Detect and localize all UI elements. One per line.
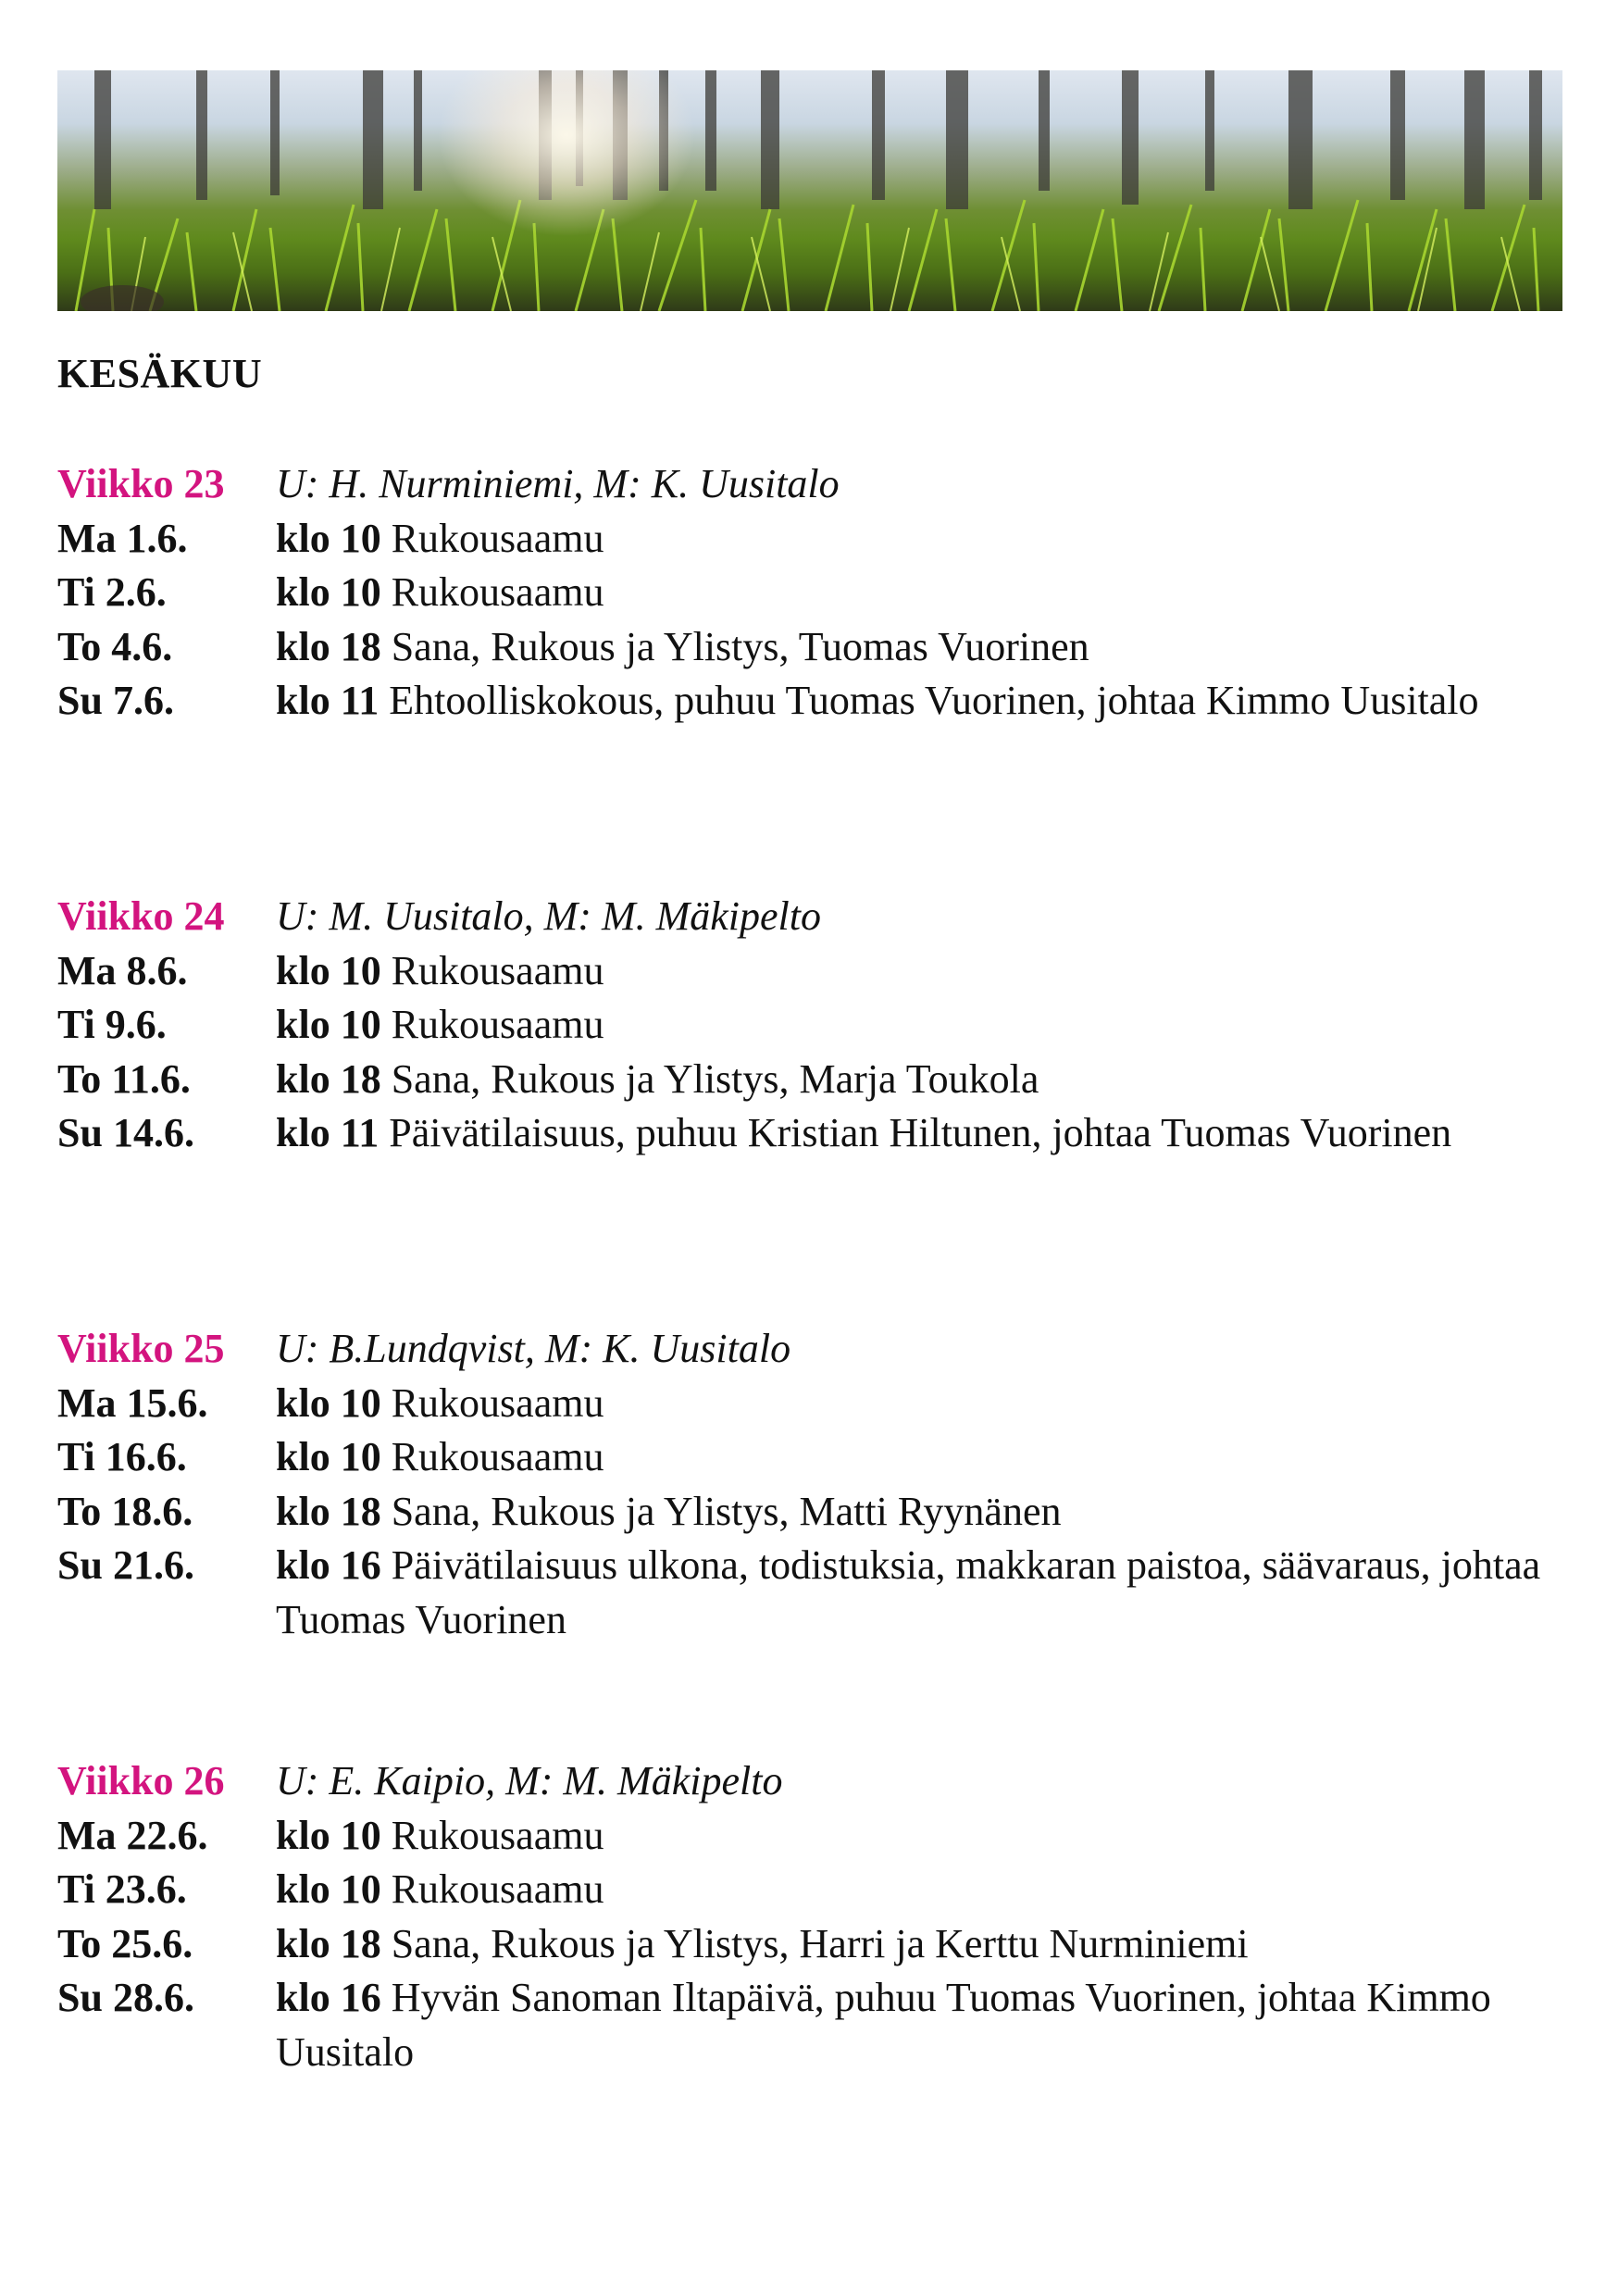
event-time: klo 10 [276,1379,381,1426]
event-day: Ti 23.6. [57,1866,187,1912]
event-row [57,512,1575,567]
week-leaders: U: H. Nurminiemi, M: K. Uusitalo [276,461,840,506]
event-time: klo 10 [276,1434,381,1479]
event-day: To 18.6. [57,1488,193,1534]
week-label: Viikko 24 [57,893,225,939]
event-day: Ma 15.6. [57,1379,208,1426]
event-time: klo 18 [276,1920,381,1966]
event-time: klo 11 [276,1110,380,1155]
event-time: klo 10 [276,1812,381,1858]
event-description: Sana, Rukous ja Ylistys, Marja Toukola [380,1055,1039,1102]
event-time: klo 11 [276,678,380,723]
event-row [57,1917,1575,1972]
event-time: klo 16 [276,1542,381,1588]
event-row [57,1377,1575,1431]
week-header [57,1322,1575,1377]
event-day: Su 14.6. [57,1110,194,1155]
event-description: Hyvän Sanoman Iltapäivä, puhuu Tuomas Vuorinen, johtaa Kimmo Uusitalo [276,1975,1491,2075]
event-description: Rukousaamu [380,569,604,615]
month-heading: KESÄKUU [57,351,263,396]
week-label: Viikko 26 [57,1758,225,1803]
event-day: To 4.6. [57,623,173,669]
event-description: Rukousaamu [380,515,604,561]
event-day: Su 7.6. [57,678,174,723]
week-leaders: U: E. Kaipio, M: M. Mäkipelto [276,1758,783,1803]
event-row [57,1809,1575,1864]
event-description: Sana, Rukous ja Ylistys, Matti Ryynänen [380,1488,1062,1534]
event-day: Ti 9.6. [57,1002,167,1047]
event-day: Su 28.6. [57,1975,194,2020]
event-description: Sana, Rukous ja Ylistys, Tuomas Vuorinen [380,623,1089,669]
event-day: To 25.6. [57,1920,193,1966]
event-time: klo 10 [276,515,381,561]
week-section [57,890,1575,1161]
event-time: klo 18 [276,623,381,669]
event-day: Ma 8.6. [57,947,188,993]
event-description: Sana, Rukous ja Ylistys, Harri ja Kerttu Nurminiemi [380,1920,1249,1966]
event-time: klo 10 [276,1866,381,1912]
event-time: klo 18 [276,1488,381,1534]
event-day: Ti 16.6. [57,1434,187,1479]
week-leaders: U: M. Uusitalo, M: M. Mäkipelto [276,893,821,939]
event-row [57,1430,1575,1485]
tree-trunks-graphic [57,70,1562,311]
week-section [57,1322,1575,1647]
week-label: Viikko 23 [57,461,225,506]
event-day: To 11.6. [57,1055,191,1102]
event-row [57,674,1575,729]
header-grass-photo [57,70,1562,311]
week-header [57,457,1575,512]
event-description: Ehtoolliskokous, puhuu Tuomas Vuorinen, johtaa Kimmo Uusitalo [379,678,1479,723]
event-row [57,1539,1575,1647]
event-time: klo 10 [276,569,381,615]
event-day: Ti 2.6. [57,569,167,615]
event-time: klo 10 [276,947,381,993]
event-day: Ma 22.6. [57,1812,208,1858]
event-description: Rukousaamu [380,947,604,993]
event-time: klo 16 [276,1975,381,2020]
event-day: Su 21.6. [57,1542,194,1588]
event-row [57,998,1575,1053]
week-section [57,457,1575,729]
week-leaders: U: B.Lundqvist, M: K. Uusitalo [276,1326,791,1371]
event-row [57,1485,1575,1540]
week-header [57,890,1575,944]
event-time: klo 10 [276,1002,381,1047]
event-description: Rukousaamu [380,1812,604,1858]
event-time: klo 18 [276,1055,381,1102]
week-label: Viikko 25 [57,1326,225,1371]
event-row [57,1863,1575,1917]
event-description: Rukousaamu [380,1434,604,1479]
event-description: Rukousaamu [380,1866,604,1912]
week-section [57,1754,1575,2079]
event-row [57,1053,1575,1107]
event-description: Päivätilaisuus ulkona, todistuksia, makkaran paistoa, säävaraus, johtaa Tuomas Vuorinen [276,1542,1541,1642]
event-row [57,1971,1575,2079]
event-description: Rukousaamu [380,1379,604,1426]
week-header [57,1754,1575,1809]
event-day: Ma 1.6. [57,515,188,561]
event-row [57,1106,1575,1161]
event-description: Päivätilaisuus, puhuu Kristian Hiltunen, johtaa Tuomas Vuorinen [379,1110,1452,1155]
event-description: Rukousaamu [380,1002,604,1047]
event-row [57,944,1575,999]
event-row [57,620,1575,675]
event-row [57,566,1575,620]
